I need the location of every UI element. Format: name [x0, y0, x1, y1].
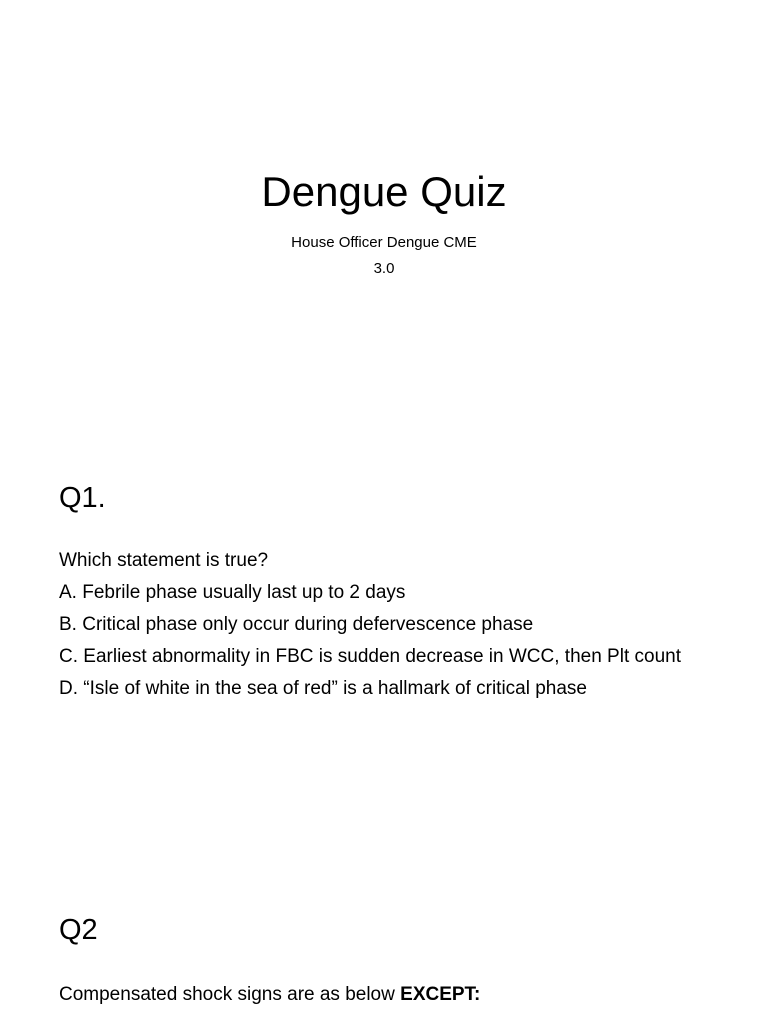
question-1-body: [59, 549, 699, 709]
question-1-option-a: A. Febrile phase usually last up to 2 days: [59, 582, 406, 603]
question-1-option-c: C. Earliest abnormality in FBC is sudden decrease in WCC, then Plt count: [59, 646, 681, 667]
subtitle-line-1: House Officer Dengue CME: [291, 234, 477, 251]
question-2-stem-text: Compensated shock signs are as below: [59, 984, 401, 1005]
question-1-heading: Q1.: [59, 482, 106, 514]
subtitle-line-2: 3.0: [373, 260, 395, 277]
question-1-option-b: B. Critical phase only occur during defervescence phase: [59, 614, 534, 635]
question-2-heading: Q2: [59, 914, 98, 946]
question-1-stem: Which statement is true?: [59, 550, 269, 571]
question-1-option-d: D. “Isle of white in the sea of red” is a hallmark of critical phase: [59, 678, 588, 699]
subtitle: [0, 230, 768, 282]
question-2-stem: [59, 983, 699, 1006]
question-2-body: [59, 983, 699, 1015]
question-2-stem-emphasis: EXCEPT:: [400, 984, 481, 1005]
page-title: Dengue Quiz: [261, 168, 507, 215]
